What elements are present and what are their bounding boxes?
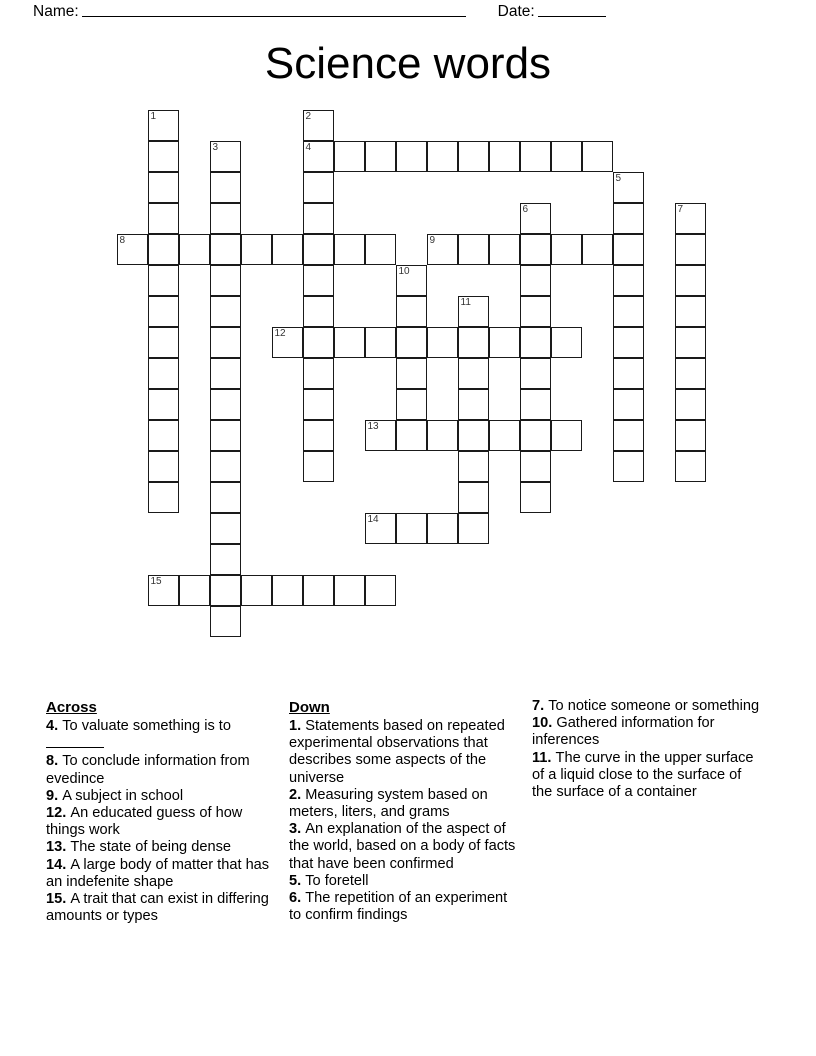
crossword-cell-r13-c8[interactable] <box>365 513 396 544</box>
crossword-cell-r4-c7[interactable] <box>334 234 365 265</box>
clue-text: To foretell <box>305 872 369 889</box>
crossword-cell-r4-c13[interactable] <box>520 234 551 265</box>
crossword-cell-r4-c4[interactable] <box>241 234 272 265</box>
crossword-cell-r7-c6[interactable] <box>303 327 334 358</box>
crossword-cell-r9-c9[interactable] <box>396 389 427 420</box>
crossword-cell-r3-c1[interactable] <box>148 203 179 234</box>
crossword-cell-r4-c5[interactable] <box>272 234 303 265</box>
crossword-cell-r1-c3[interactable] <box>210 141 241 172</box>
clue-across-4 <box>46 718 274 753</box>
crossword-cell-r9-c6[interactable] <box>303 389 334 420</box>
crossword-cell-r4-c1[interactable] <box>148 234 179 265</box>
clue-text: An educated guess of how things work <box>46 805 243 839</box>
name-write-in-line[interactable] <box>82 2 466 17</box>
crossword-cell-r9-c1[interactable] <box>148 389 179 420</box>
crossword-cell-r15-c7[interactable] <box>334 575 365 606</box>
clue-text: To conclude information from evedince <box>46 753 250 787</box>
clue-down-1 <box>289 718 519 787</box>
crossword-cell-r14-c3[interactable] <box>210 544 241 575</box>
crossword-cell-r7-c11[interactable] <box>458 327 489 358</box>
clue-number: 4. <box>46 718 63 734</box>
crossword-cell-r1-c6[interactable] <box>303 141 334 172</box>
crossword-cell-r6-c13[interactable] <box>520 296 551 327</box>
across-clue-list <box>46 718 274 925</box>
crossword-cell-r1-c14[interactable] <box>551 141 582 172</box>
crossword-cell-r7-c16[interactable] <box>613 327 644 358</box>
crossword-cell-r4-c12[interactable] <box>489 234 520 265</box>
crossword-cell-r9-c11[interactable] <box>458 389 489 420</box>
crossword-cell-r6-c6[interactable] <box>303 296 334 327</box>
crossword-cell-r5-c18[interactable] <box>675 265 706 296</box>
cell-number-4: 4 <box>305 142 312 153</box>
crossword-cell-r10-c3[interactable] <box>210 420 241 451</box>
crossword-cell-r15-c6[interactable] <box>303 575 334 606</box>
crossword-cell-r11-c3[interactable] <box>210 451 241 482</box>
clue-column-down-continued <box>532 698 764 801</box>
crossword-cell-r4-c3[interactable] <box>210 234 241 265</box>
crossword-cell-r6-c11[interactable] <box>458 296 489 327</box>
clue-down-10 <box>532 715 764 749</box>
crossword-cell-r13-c11[interactable] <box>458 513 489 544</box>
clue-text: Statements based on repeated experimental observations that describes some aspects of the universe <box>289 718 505 786</box>
crossword-cell-r6-c3[interactable] <box>210 296 241 327</box>
crossword-cell-r8-c3[interactable] <box>210 358 241 389</box>
cell-number-14: 14 <box>367 514 379 525</box>
crossword-cell-r15-c8[interactable] <box>365 575 396 606</box>
clue-column-across <box>46 698 274 925</box>
crossword-cell-r15-c5[interactable] <box>272 575 303 606</box>
cell-number-1: 1 <box>150 111 157 122</box>
clue-down-5 <box>289 873 519 890</box>
clues-heading-down: Down <box>289 699 330 716</box>
clue-down-2 <box>289 787 519 821</box>
crossword-cell-r7-c7[interactable] <box>334 327 365 358</box>
crossword-cell-r11-c16[interactable] <box>613 451 644 482</box>
name-label: Name: <box>33 3 79 20</box>
crossword-cell-r13-c3[interactable] <box>210 513 241 544</box>
clue-text: Measuring system based on meters, liters, and grams <box>289 786 488 821</box>
clue-number: 2. <box>289 786 306 803</box>
cell-number-10: 10 <box>398 266 410 277</box>
clue-number: 15. <box>46 891 71 908</box>
clues-heading-across: Across <box>46 699 97 716</box>
crossword-cell-r8-c18[interactable] <box>675 358 706 389</box>
crossword-cell-r9-c16[interactable] <box>613 389 644 420</box>
crossword-cell-r4-c16[interactable] <box>613 234 644 265</box>
crossword-cell-r9-c18[interactable] <box>675 389 706 420</box>
crossword-cell-r8-c11[interactable] <box>458 358 489 389</box>
cell-number-3: 3 <box>212 142 219 153</box>
crossword-cell-r1-c1[interactable] <box>148 141 179 172</box>
clue-across-12 <box>46 805 274 839</box>
crossword-cell-r12-c11[interactable] <box>458 482 489 513</box>
crossword-cell-r5-c13[interactable] <box>520 265 551 296</box>
crossword-cell-r3-c18[interactable] <box>675 203 706 234</box>
crossword-cell-r1-c11[interactable] <box>458 141 489 172</box>
crossword-cell-r6-c9[interactable] <box>396 296 427 327</box>
crossword-cell-r0-c6[interactable] <box>303 110 334 141</box>
crossword-cell-r3-c16[interactable] <box>613 203 644 234</box>
crossword-cell-r5-c9[interactable] <box>396 265 427 296</box>
crossword-cell-r8-c1[interactable] <box>148 358 179 389</box>
crossword-cell-r10-c11[interactable] <box>458 420 489 451</box>
crossword-cell-r3-c13[interactable] <box>520 203 551 234</box>
crossword-cell-r12-c1[interactable] <box>148 482 179 513</box>
crossword-cell-r10-c18[interactable] <box>675 420 706 451</box>
crossword-cell-r11-c11[interactable] <box>458 451 489 482</box>
crossword-cell-r11-c6[interactable] <box>303 451 334 482</box>
clue-text: A large body of matter that has an indefenite shape <box>46 856 270 890</box>
clue-text: To valuate something is to <box>62 718 231 734</box>
crossword-cell-r5-c16[interactable] <box>613 265 644 296</box>
crossword-cell-r6-c1[interactable] <box>148 296 179 327</box>
crossword-cell-r11-c18[interactable] <box>675 451 706 482</box>
crossword-cell-r7-c1[interactable] <box>148 327 179 358</box>
crossword-cell-r16-c3[interactable] <box>210 606 241 637</box>
crossword-cell-r3-c6[interactable] <box>303 203 334 234</box>
crossword-cell-r7-c13[interactable] <box>520 327 551 358</box>
clue-number: 5. <box>289 872 306 889</box>
crossword-cell-r13-c9[interactable] <box>396 513 427 544</box>
crossword-cell-r6-c18[interactable] <box>675 296 706 327</box>
crossword-cell-r7-c12[interactable] <box>489 327 520 358</box>
cell-number-5: 5 <box>615 173 622 184</box>
clue-text: A trait that can exist in differing amounts or types <box>46 891 269 925</box>
clue-text: A subject in school <box>62 787 184 804</box>
crossword-cell-r8-c16[interactable] <box>613 358 644 389</box>
crossword-cell-r5-c3[interactable] <box>210 265 241 296</box>
crossword-cell-r9-c3[interactable] <box>210 389 241 420</box>
crossword-cell-r10-c13[interactable] <box>520 420 551 451</box>
crossword-cell-r7-c18[interactable] <box>675 327 706 358</box>
clue-number: 10. <box>532 715 557 732</box>
clue-text: Gathered information for inferences <box>532 715 715 749</box>
crossword-cell-r7-c14[interactable] <box>551 327 582 358</box>
clues-section <box>0 698 816 998</box>
crossword-cell-r11-c1[interactable] <box>148 451 179 482</box>
date-write-in-line[interactable] <box>538 2 606 17</box>
crossword-cell-r4-c6[interactable] <box>303 234 334 265</box>
clue-text: An explanation of the aspect of the world, based on a body of facts that have been confirmed <box>289 821 516 872</box>
cell-number-8: 8 <box>119 235 126 246</box>
crossword-cell-r4-c18[interactable] <box>675 234 706 265</box>
crossword-cell-r0-c1[interactable] <box>148 110 179 141</box>
crossword-cell-r1-c10[interactable] <box>427 141 458 172</box>
clue-across-13 <box>46 839 274 856</box>
cell-number-15: 15 <box>150 576 162 587</box>
worksheet-header <box>0 0 816 28</box>
down-continued-clue-list <box>532 698 764 801</box>
crossword-cell-r4-c0[interactable] <box>117 234 148 265</box>
clue-number: 14. <box>46 856 71 873</box>
crossword-cell-r7-c9[interactable] <box>396 327 427 358</box>
crossword-cell-r1-c7[interactable] <box>334 141 365 172</box>
crossword-cell-r2-c3[interactable] <box>210 172 241 203</box>
crossword-cell-r1-c12[interactable] <box>489 141 520 172</box>
crossword-cell-r10-c9[interactable] <box>396 420 427 451</box>
clue-number: 7. <box>532 698 549 714</box>
crossword-cell-r6-c16[interactable] <box>613 296 644 327</box>
crossword-cell-r15-c1[interactable] <box>148 575 179 606</box>
clue-number: 8. <box>46 753 63 770</box>
crossword-cell-r2-c6[interactable] <box>303 172 334 203</box>
down-clue-list <box>289 718 519 924</box>
crossword-cell-r10-c12[interactable] <box>489 420 520 451</box>
clue-number: 1. <box>289 718 306 734</box>
crossword-cell-r11-c13[interactable] <box>520 451 551 482</box>
crossword-cell-r7-c5[interactable] <box>272 327 303 358</box>
crossword-cell-r4-c15[interactable] <box>582 234 613 265</box>
clue-text: To notice someone or something <box>548 698 760 714</box>
clue-text: The curve in the upper surface of a liquid close to the surface of the surface of a container <box>532 749 754 801</box>
cell-number-11: 11 <box>460 297 471 308</box>
crossword-cell-r8-c9[interactable] <box>396 358 427 389</box>
crossword-cell-r2-c16[interactable] <box>613 172 644 203</box>
page-title: Science words <box>264 39 552 88</box>
date-label: Date: <box>497 3 535 20</box>
crossword-cell-r4-c11[interactable] <box>458 234 489 265</box>
crossword-cell-r15-c4[interactable] <box>241 575 272 606</box>
crossword-cell-r7-c8[interactable] <box>365 327 396 358</box>
crossword-cell-r2-c1[interactable] <box>148 172 179 203</box>
crossword-cell-r4-c8[interactable] <box>365 234 396 265</box>
clue-number: 13. <box>46 839 71 856</box>
crossword-cell-r10-c1[interactable] <box>148 420 179 451</box>
crossword-cell-r1-c9[interactable] <box>396 141 427 172</box>
crossword-cell-r4-c10[interactable] <box>427 234 458 265</box>
crossword-cell-r5-c1[interactable] <box>148 265 179 296</box>
cell-number-6: 6 <box>522 204 529 215</box>
clue-across-14 <box>46 857 274 891</box>
clue-answer-blank[interactable] <box>46 735 104 748</box>
clue-number: 11. <box>532 749 556 766</box>
clue-number: 12. <box>46 805 71 822</box>
crossword-cell-r15-c2[interactable] <box>179 575 210 606</box>
crossword-cell-r13-c10[interactable] <box>427 513 458 544</box>
crossword-cell-r10-c6[interactable] <box>303 420 334 451</box>
crossword-cell-r4-c2[interactable] <box>179 234 210 265</box>
crossword-cell-r10-c10[interactable] <box>427 420 458 451</box>
clue-text: The repetition of an experiment to confirm findings <box>289 890 508 924</box>
clue-column-down <box>289 698 519 924</box>
crossword-cell-r12-c13[interactable] <box>520 482 551 513</box>
cell-number-2: 2 <box>305 111 312 122</box>
crossword-cell-r10-c16[interactable] <box>613 420 644 451</box>
crossword-cell-r4-c14[interactable] <box>551 234 582 265</box>
crossword-cell-r15-c3[interactable] <box>210 575 241 606</box>
crossword-cell-r12-c3[interactable] <box>210 482 241 513</box>
clue-across-15 <box>46 891 274 925</box>
cell-number-9: 9 <box>429 235 436 246</box>
crossword-cell-r7-c10[interactable] <box>427 327 458 358</box>
crossword-cell-r8-c13[interactable] <box>520 358 551 389</box>
clue-number: 6. <box>289 890 306 907</box>
clue-across-8 <box>46 753 274 787</box>
clue-across-9 <box>46 788 274 805</box>
crossword-cell-r3-c3[interactable] <box>210 203 241 234</box>
crossword-cell-r8-c6[interactable] <box>303 358 334 389</box>
crossword-cell-r1-c15[interactable] <box>582 141 613 172</box>
clue-number: 3. <box>289 821 306 838</box>
crossword-cell-r7-c3[interactable] <box>210 327 241 358</box>
clue-number: 9. <box>46 787 63 804</box>
crossword-grid <box>117 110 737 640</box>
crossword-cell-r5-c6[interactable] <box>303 265 334 296</box>
clue-down-3 <box>289 821 519 873</box>
crossword-cell-r10-c14[interactable] <box>551 420 582 451</box>
clue-down-6 <box>289 890 519 924</box>
crossword-cell-r1-c8[interactable] <box>365 141 396 172</box>
crossword-cell-r1-c13[interactable] <box>520 141 551 172</box>
crossword-cell-r10-c8[interactable] <box>365 420 396 451</box>
clue-down-7 <box>532 698 764 715</box>
cell-number-12: 12 <box>274 328 286 339</box>
cell-number-7: 7 <box>677 204 684 215</box>
crossword-cell-r9-c13[interactable] <box>520 389 551 420</box>
clue-text: The state of being dense <box>70 839 231 856</box>
cell-number-13: 13 <box>367 421 379 432</box>
clue-down-11 <box>532 750 764 802</box>
